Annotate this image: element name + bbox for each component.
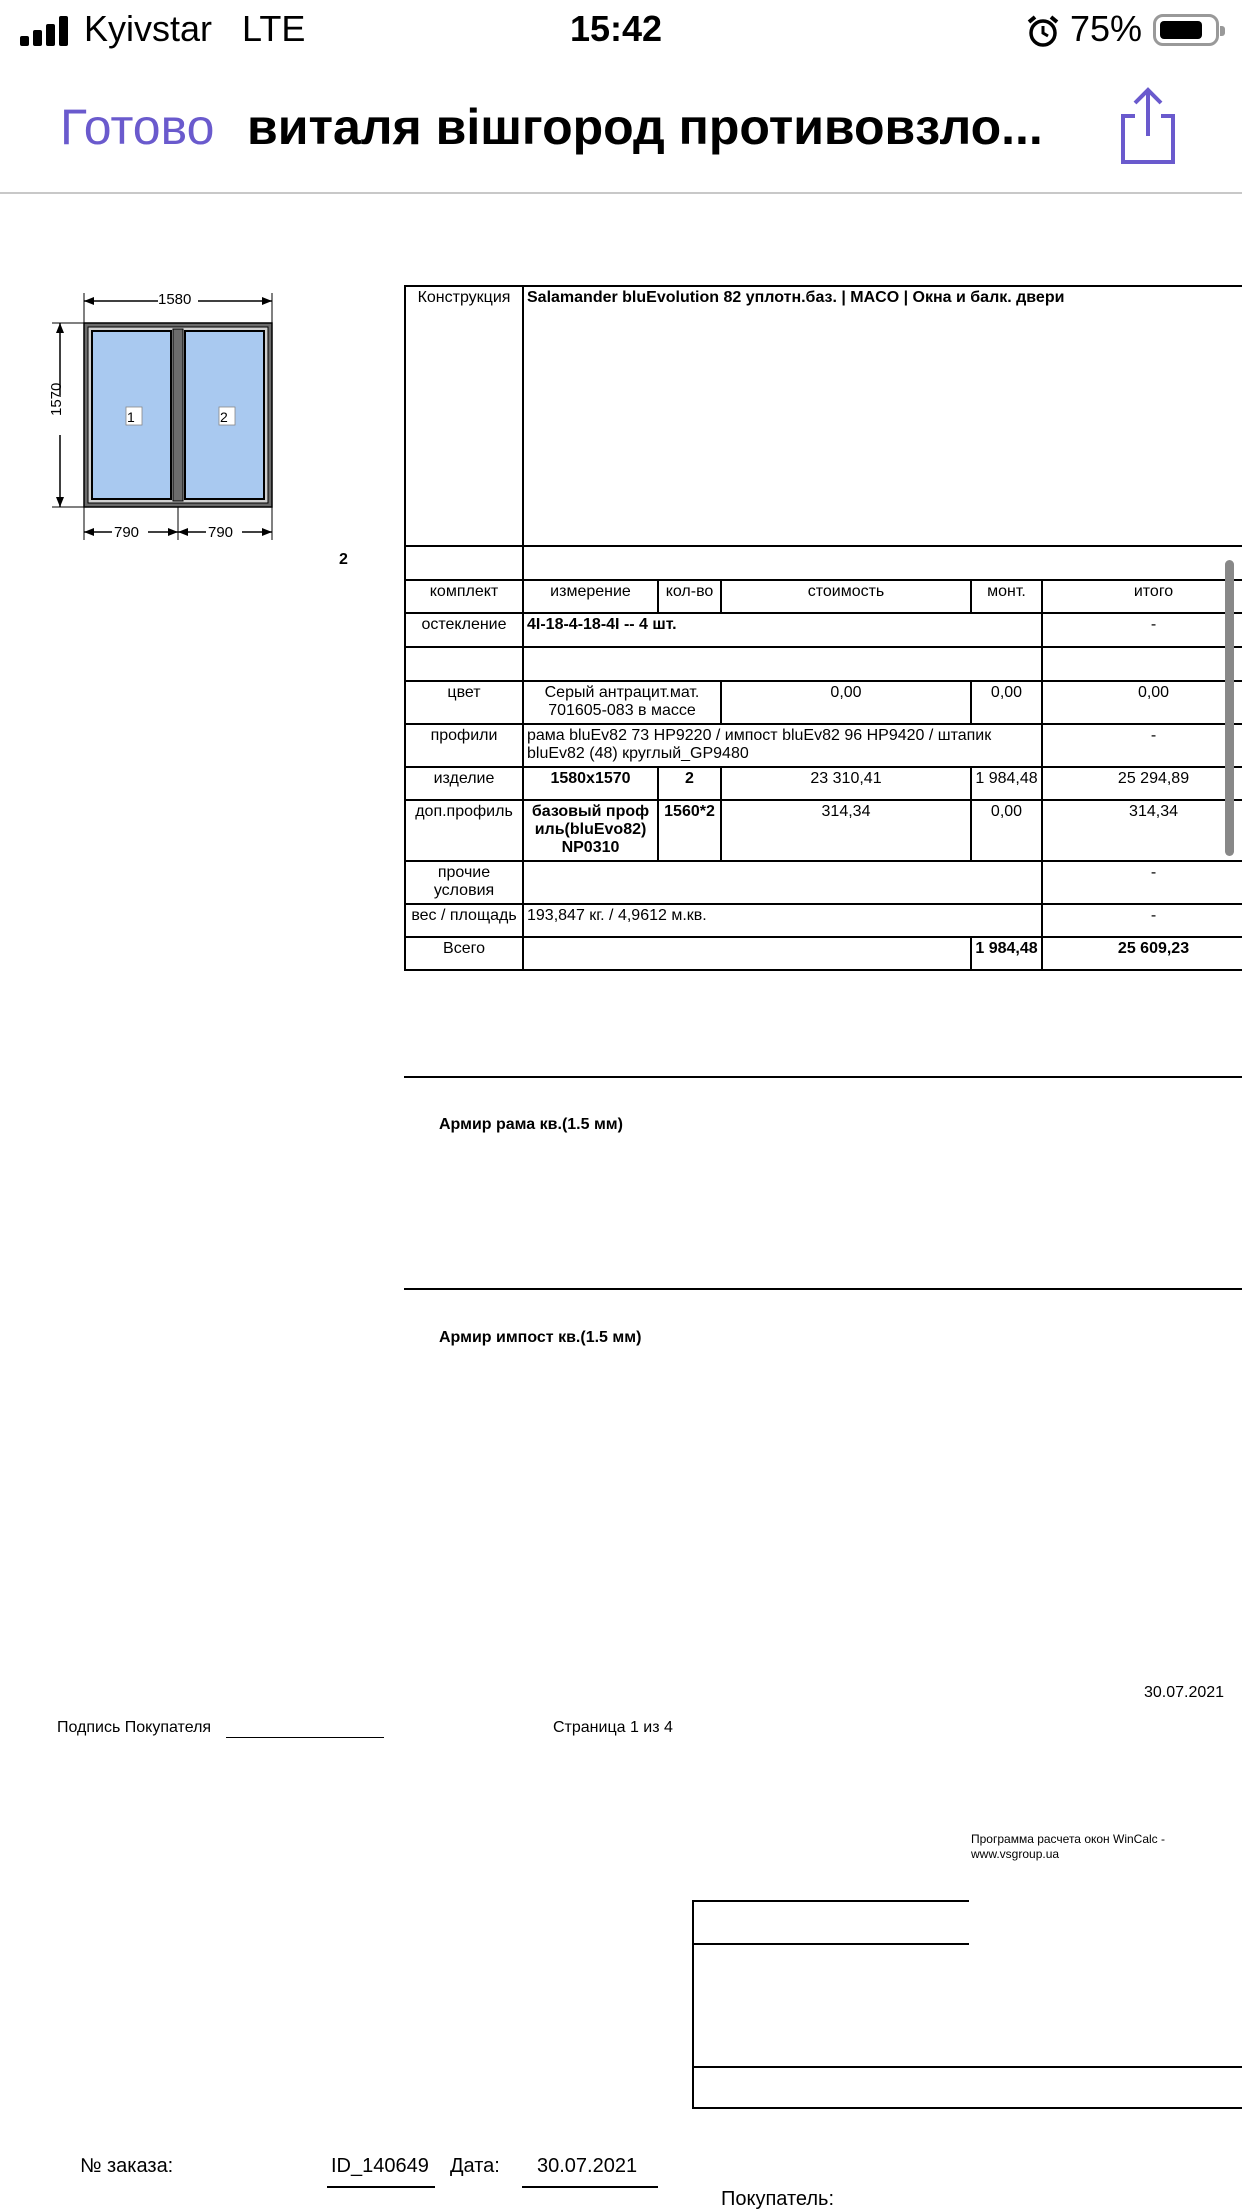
network-type: LTE xyxy=(242,8,306,49)
scrollbar[interactable] xyxy=(1225,560,1234,856)
extra-profile-total: 314,34 xyxy=(1042,800,1242,861)
extra-profile-qty: 1560*2 xyxy=(658,800,721,861)
sash-width-dimension: 790 xyxy=(208,524,234,541)
table-cell-label: Конструкция xyxy=(405,286,523,546)
underline xyxy=(327,2186,435,2188)
battery-percent: 75% xyxy=(1070,8,1143,49)
extra-profile-name: базовый профиль(bluEvo82) NP0310 xyxy=(523,800,658,861)
divider xyxy=(404,1288,1242,1290)
column-header: итого xyxy=(1042,580,1242,613)
product-cost: 23 310,41 xyxy=(721,767,971,800)
order-id: ID_140649 xyxy=(331,2155,429,2177)
row-label: изделие xyxy=(405,767,523,800)
product-size: 1580x1570 xyxy=(523,767,658,800)
row-label: Всего xyxy=(405,937,523,970)
box-line xyxy=(692,1900,969,1902)
table-row xyxy=(405,647,1242,681)
share-icon[interactable] xyxy=(1115,86,1181,166)
row-label: доп.профиль xyxy=(405,800,523,861)
product-qty: 2 xyxy=(658,767,721,800)
other-total: - xyxy=(1042,861,1242,904)
sum-mount: 1 984,48 xyxy=(971,937,1042,970)
table-header-row xyxy=(405,580,1242,613)
color-value: Серый антрацит.мат. 701605-083 в массе xyxy=(523,681,721,724)
alarm-icon xyxy=(1026,14,1060,48)
height-dimension: 1570 xyxy=(48,382,65,416)
row-label: цвет xyxy=(405,681,523,724)
specification-table xyxy=(404,285,1242,971)
divider xyxy=(404,1076,1242,1078)
box-line xyxy=(692,1900,694,2109)
done-button[interactable]: Готово xyxy=(60,99,215,155)
sash-width-dimension: 790 xyxy=(114,524,140,541)
program-url: www.vsgroup.ua xyxy=(971,1847,1060,1861)
construction-value: Salamander bluEvolution 82 уплотн.баз. | MACO | Окна и балк. двери xyxy=(523,286,1242,546)
document-date: 30.07.2021 xyxy=(1144,1684,1225,1701)
buyer-label: Покупатель: xyxy=(721,2188,835,2210)
carrier: Kyivstar xyxy=(84,8,213,49)
profiles-total: - xyxy=(1042,724,1242,767)
date-label: Дата: xyxy=(450,2155,500,2177)
signature-label: Подпись Покупателя xyxy=(57,1719,212,1736)
page-indicator: Страница 1 из 4 xyxy=(553,1719,673,1736)
extra-profile-mount: 0,00 xyxy=(971,800,1042,861)
navigation-bar xyxy=(0,62,1242,194)
battery-icon xyxy=(1153,14,1219,46)
column-header: кол-во xyxy=(658,580,721,613)
column-header: стоимость xyxy=(721,580,971,613)
column-header: комплект xyxy=(405,580,523,613)
document-title: виталя вішгород противовзло... xyxy=(247,99,1043,155)
signal-icon xyxy=(20,16,76,46)
row-label: профили xyxy=(405,724,523,767)
row-label: прочие условия xyxy=(405,861,523,904)
color-total: 0,00 xyxy=(1042,681,1242,724)
product-mount: 1 984,48 xyxy=(971,767,1042,800)
extra-profile-cost: 314,34 xyxy=(721,800,971,861)
product-total: 25 294,89 xyxy=(1042,767,1242,800)
order-label: № заказа: xyxy=(80,2155,174,2177)
table-row xyxy=(405,904,1242,937)
table-row xyxy=(405,861,1242,904)
sash-number: 2 xyxy=(220,409,228,425)
order-date: 30.07.2021 xyxy=(537,2155,638,2177)
sum-total: 25 609,23 xyxy=(1042,937,1242,970)
color-mount: 0,00 xyxy=(971,681,1042,724)
table-row xyxy=(405,546,1242,580)
column-header: монт. xyxy=(971,580,1042,613)
window-drawing xyxy=(40,285,290,550)
table-row xyxy=(405,286,1242,546)
glazing-total: - xyxy=(1042,613,1242,647)
position-number: 2 xyxy=(339,551,348,568)
table-row xyxy=(405,681,1242,724)
color-cost: 0,00 xyxy=(721,681,971,724)
box-line xyxy=(692,1943,969,1945)
program-credit: Программа расчета окон WinCalc - xyxy=(971,1832,1166,1846)
underline xyxy=(522,2186,658,2188)
sash-number: 1 xyxy=(127,409,135,425)
row-label: остекление xyxy=(405,613,523,647)
armir-frame: Армир рама кв.(1.5 мм) xyxy=(439,1116,623,1133)
width-dimension: 1580 xyxy=(158,291,192,308)
table-row xyxy=(405,724,1242,767)
table-row xyxy=(405,613,1242,647)
table-row xyxy=(405,800,1242,861)
profiles-value: рама bluEv82 73 HP9220 / импост bluEv82 96 HP9420 / штапик bluEv82 (48) круглый_GP9480 xyxy=(523,724,1042,767)
box-line xyxy=(692,2107,1242,2109)
status-bar xyxy=(0,0,1242,62)
clock: 15:42 xyxy=(570,8,663,49)
box-line xyxy=(692,2066,1242,2068)
weight-total: - xyxy=(1042,904,1242,937)
signature-line xyxy=(226,1737,384,1738)
armir-impost: Армир импост кв.(1.5 мм) xyxy=(439,1329,642,1346)
glazing-value: 4I-18-4-18-4I -- 4 шт. xyxy=(523,613,1042,647)
column-header: измерение xyxy=(523,580,658,613)
table-row xyxy=(405,767,1242,800)
weight-value: 193,847 кг. / 4,9612 м.кв. xyxy=(523,904,1042,937)
row-label: вес / площадь xyxy=(405,904,523,937)
table-total-row xyxy=(405,937,1242,970)
